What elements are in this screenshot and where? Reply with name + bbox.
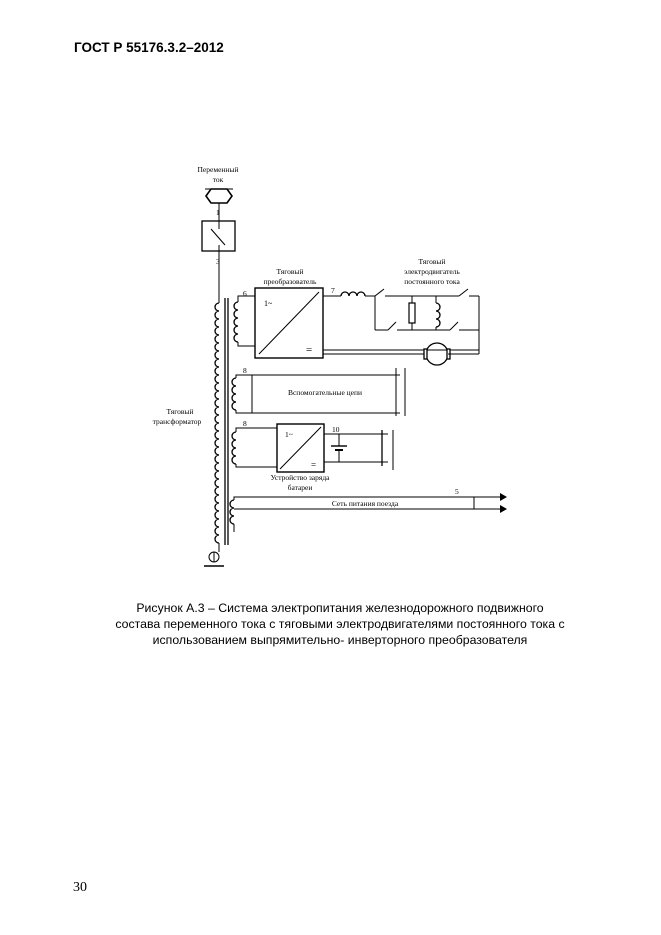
battery-charger-label-line2: батареи bbox=[287, 483, 313, 492]
train-power-network-label: Сеть питания поезда bbox=[331, 499, 399, 508]
ac-current-label-line1: Переменный bbox=[197, 165, 239, 174]
charger-ac-symbol: 1~ bbox=[285, 430, 293, 439]
battery-charger-box bbox=[277, 424, 324, 472]
secondary-winding-8-charger-icon bbox=[232, 432, 236, 464]
secondary-winding-6-icon bbox=[234, 302, 238, 342]
traction-transformer-label-line2: трансформатор bbox=[152, 417, 202, 426]
ac-current-label-line2: ток bbox=[212, 175, 224, 184]
transformer-primary-winding-icon bbox=[215, 303, 219, 543]
node-number-10: 10 bbox=[332, 425, 340, 434]
node-number-8-charger: 8 bbox=[243, 419, 247, 428]
pantograph-icon bbox=[205, 189, 233, 203]
auxiliary-circuits-label: Вспомогательные цепи bbox=[287, 388, 363, 397]
traction-motor-label-line3: постоянного тока bbox=[404, 277, 460, 286]
circuit-breaker-icon bbox=[202, 221, 235, 251]
converter-ac-symbol: 1~ bbox=[264, 299, 273, 308]
secondary-winding-5-icon bbox=[230, 500, 234, 524]
smoothing-reactor-icon bbox=[341, 292, 365, 296]
traction-motor-label-line1: Тяговый bbox=[418, 257, 446, 266]
document-header: ГОСТ Р 55176.3.2–2012 bbox=[74, 40, 224, 55]
figure-caption bbox=[60, 600, 620, 648]
caption-line-3: использованием выпрямительно- инверторного преобразователя bbox=[152, 633, 528, 647]
caption-line-1: Рисунок А.3 – Система электропитания железнодорожного подвижного bbox=[136, 601, 544, 615]
resistor-icon bbox=[409, 303, 415, 323]
field-winding-icon bbox=[436, 303, 440, 327]
transformer-core-icon bbox=[225, 298, 228, 545]
node-number-7: 7 bbox=[331, 286, 335, 295]
battery-icon bbox=[331, 434, 347, 462]
node-number-5: 5 bbox=[455, 487, 459, 496]
node-number-1: 1 bbox=[216, 208, 220, 217]
secondary-winding-8-aux-icon bbox=[232, 378, 236, 410]
converter-dc-symbol: = bbox=[306, 344, 313, 356]
node-number-8-aux: 8 bbox=[243, 366, 247, 375]
ground-icon bbox=[204, 552, 224, 566]
traction-transformer-label-line1: Тяговый bbox=[166, 407, 194, 416]
traction-converter-label-line1: Тяговый bbox=[276, 267, 304, 276]
node-number-3: 3 bbox=[216, 257, 220, 266]
traction-converter-box bbox=[255, 288, 323, 358]
charger-dc-symbol: = bbox=[311, 460, 317, 470]
train-line-arrow-icon bbox=[500, 493, 507, 513]
battery-charger-label-line1: Устройство заряда bbox=[270, 473, 330, 482]
traction-motor-label-line2: электродвигатель bbox=[404, 267, 460, 276]
caption-line-2: состава переменного тока с тяговыми электродвигателями постоянного тока с bbox=[115, 617, 565, 631]
dc-motor-icon bbox=[424, 343, 450, 365]
page-number: 30 bbox=[73, 880, 87, 895]
traction-converter-label-line2: преобразователь bbox=[263, 277, 317, 286]
node-number-6: 6 bbox=[243, 289, 247, 298]
